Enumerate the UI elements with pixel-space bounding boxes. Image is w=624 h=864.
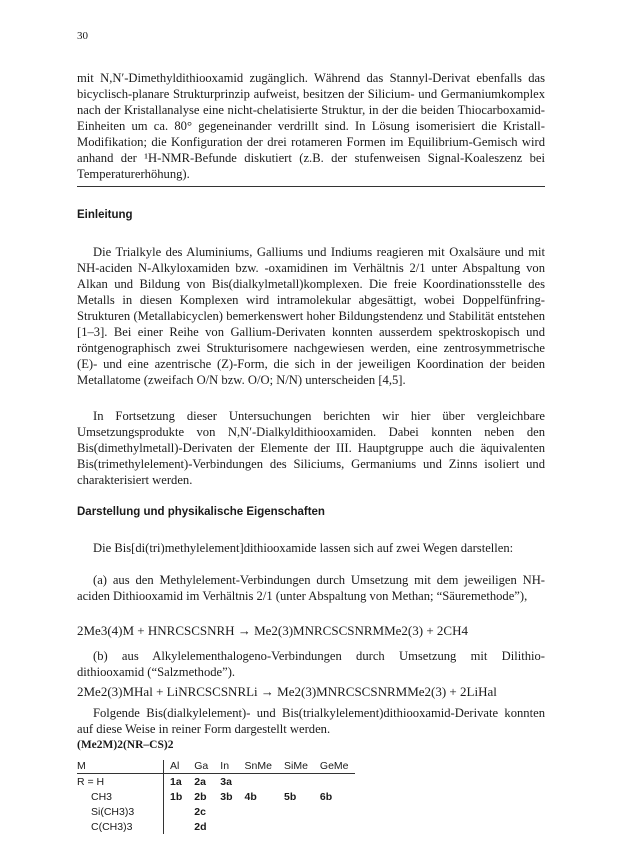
table-cell bbox=[239, 774, 278, 790]
table-row bbox=[77, 819, 355, 834]
darstellung-paragraph-4: Folgende Bis(dialkylelement)- und Bis(trialkylelement)dithiooxamid-Derivate konnten auf diese Weise in reiner Form dargestellt werden. bbox=[77, 706, 545, 736]
table-cell bbox=[278, 774, 314, 790]
table-cell: 2d bbox=[194, 820, 207, 833]
table-row bbox=[77, 804, 355, 819]
compound-table bbox=[77, 760, 355, 834]
table-cell: 5b bbox=[283, 790, 297, 803]
general-formula: (Me2M)2(NR–CS)2 bbox=[77, 739, 174, 751]
table-header-cell: SiMe bbox=[278, 760, 314, 774]
table-header-cell: SnMe bbox=[239, 760, 278, 774]
darstellung-paragraph-3: (b) aus Alkylelementhalogeno-Verbindungen durch Umsetzung mit Dilithio-dithiooxamid (“Salzmethode”). bbox=[77, 649, 545, 679]
intro-paragraph: mit N,N′-Dimethyldithiooxamid zugänglich. Während das Stannyl-Derivat ebenfalls das bicyclisch-planare Strukturprinzip aufweist, besitzen der Silicium- und Germaniumkomplex nach der Kristallanalyse eine nicht-chelatisierte Struktur, in der die beiden Thiocarboxamid-Einheiten um ca. 80° gegeneinander verdrillt sind. In Lösung isomerisiert die Kristall-Modifikation; die Konfiguration der drei rotameren Formen im Equilibrium-Gemisch wird anhand der ¹H-NMR-Befunde diskutiert (z.B. der stufenweisen Signal-Koaleszenz bei Temperaturerhöhung). bbox=[77, 71, 545, 181]
table-cell: 4b bbox=[244, 790, 257, 803]
equation-2: 2Me2(3)MHal + LiNRCSCSNRLi → Me2(3)MNRCSCSNRMMe2(3) + 2LiHal bbox=[77, 684, 497, 699]
table-row-label: R = H bbox=[77, 774, 164, 790]
einleitung-paragraph-1: Die Trialkyle des Aluminiums, Galliums und Indiums reagieren mit Oxalsäure und mit NH-aciden N-Alkyloxamiden bzw. -oxamidinen im Verhältnis 2/1 unter Abspaltung von Alkan und Bildung von Bis(dialkylmetall)komplexen. Die freie Koordinationsstelle des Metalls in diesen Komplexen wird intramolekular abgesättigt, wobei Doppelfünfring-Strukturen (Metallabicyclen) bemerkenswert hoher Bildungstendenz und Stabilität entstehen [1–3]. Bei einer Reihe von Gallium-Derivaten konnten ausserdem spektroskopisch und röntgenographisch zwei Strukturisomere nachgewiesen werden, eine zentrosymmetrische (E)- und eine azentrische (Z)-Form, die sich in der jeweiligen Koordination der beiden Metallatome (zweifach O/N bzw. O/O; N/N) unterscheiden [4,5]. bbox=[77, 245, 545, 387]
table-cell bbox=[278, 804, 314, 819]
table-row-label: CH3 bbox=[77, 789, 164, 804]
table-cell: 2a bbox=[194, 775, 206, 788]
heading-einleitung: Einleitung bbox=[77, 209, 133, 221]
table-row-label: Si(CH3)3 bbox=[77, 804, 164, 819]
darstellung-paragraph-1: Die Bis[di(tri)methylelement]dithiooxamide lassen sich auf zwei Wegen darstellen: bbox=[93, 541, 514, 555]
table-cell: 2b bbox=[194, 790, 207, 803]
table-cell bbox=[278, 819, 314, 834]
table-cell: 1a bbox=[170, 775, 182, 788]
table-cell: 1b bbox=[170, 790, 183, 803]
table-cell bbox=[214, 819, 238, 834]
table-row bbox=[77, 789, 355, 804]
section-divider bbox=[77, 186, 545, 187]
table-cell bbox=[164, 804, 189, 819]
table-cell bbox=[314, 774, 355, 790]
equation-1: 2Me3(4)M + HNRCSCSNRH → Me2(3)MNRCSCSNRMMe2(3) + 2CH4 bbox=[77, 623, 468, 638]
table-cell bbox=[239, 804, 278, 819]
table-cell bbox=[239, 819, 278, 834]
table-cell: 2c bbox=[194, 805, 206, 818]
heading-darstellung: Darstellung und physikalische Eigenschaften bbox=[77, 506, 325, 518]
table-cell bbox=[214, 804, 238, 819]
table-cell: 3b bbox=[220, 790, 233, 803]
table-cell bbox=[164, 819, 189, 834]
einleitung-paragraph-2: In Fortsetzung dieser Untersuchungen berichten wir hier über vergleichbare Umsetzungsprodukte von N,N′-Dialkyldithiooxamiden. Dabei konnten neben den Bis(dimethylmetall)-Derivaten der Elemente der III. Hauptgruppe auch die äquivalenten Bis(trimethylelement)-Verbindungen des Siliciums, Germaniums und Zinns isoliert und charakterisiert werden. bbox=[77, 409, 545, 487]
table-cell bbox=[314, 804, 355, 819]
table-header-cell: M bbox=[77, 760, 164, 774]
table-row-label: C(CH3)3 bbox=[77, 819, 164, 834]
table-cell bbox=[314, 819, 355, 834]
table-cell: 3a bbox=[220, 775, 232, 788]
table-cell: 6b bbox=[319, 790, 333, 803]
table-header-cell: Al bbox=[164, 760, 189, 774]
page-number: 30 bbox=[77, 30, 88, 42]
table-header-cell: In bbox=[214, 760, 238, 774]
table-header-cell: GeMe bbox=[314, 760, 355, 774]
table-row bbox=[77, 774, 355, 790]
table-header-cell: Ga bbox=[188, 760, 214, 774]
darstellung-paragraph-2: (a) aus den Methylelement-Verbindungen durch Umsetzung mit dem jeweiligen NH-aciden Dithiooxamid im Verhältnis 2/1 (unter Abspaltung von Methan; “Säuremethode”), bbox=[77, 573, 545, 603]
table-header-row bbox=[77, 760, 355, 774]
